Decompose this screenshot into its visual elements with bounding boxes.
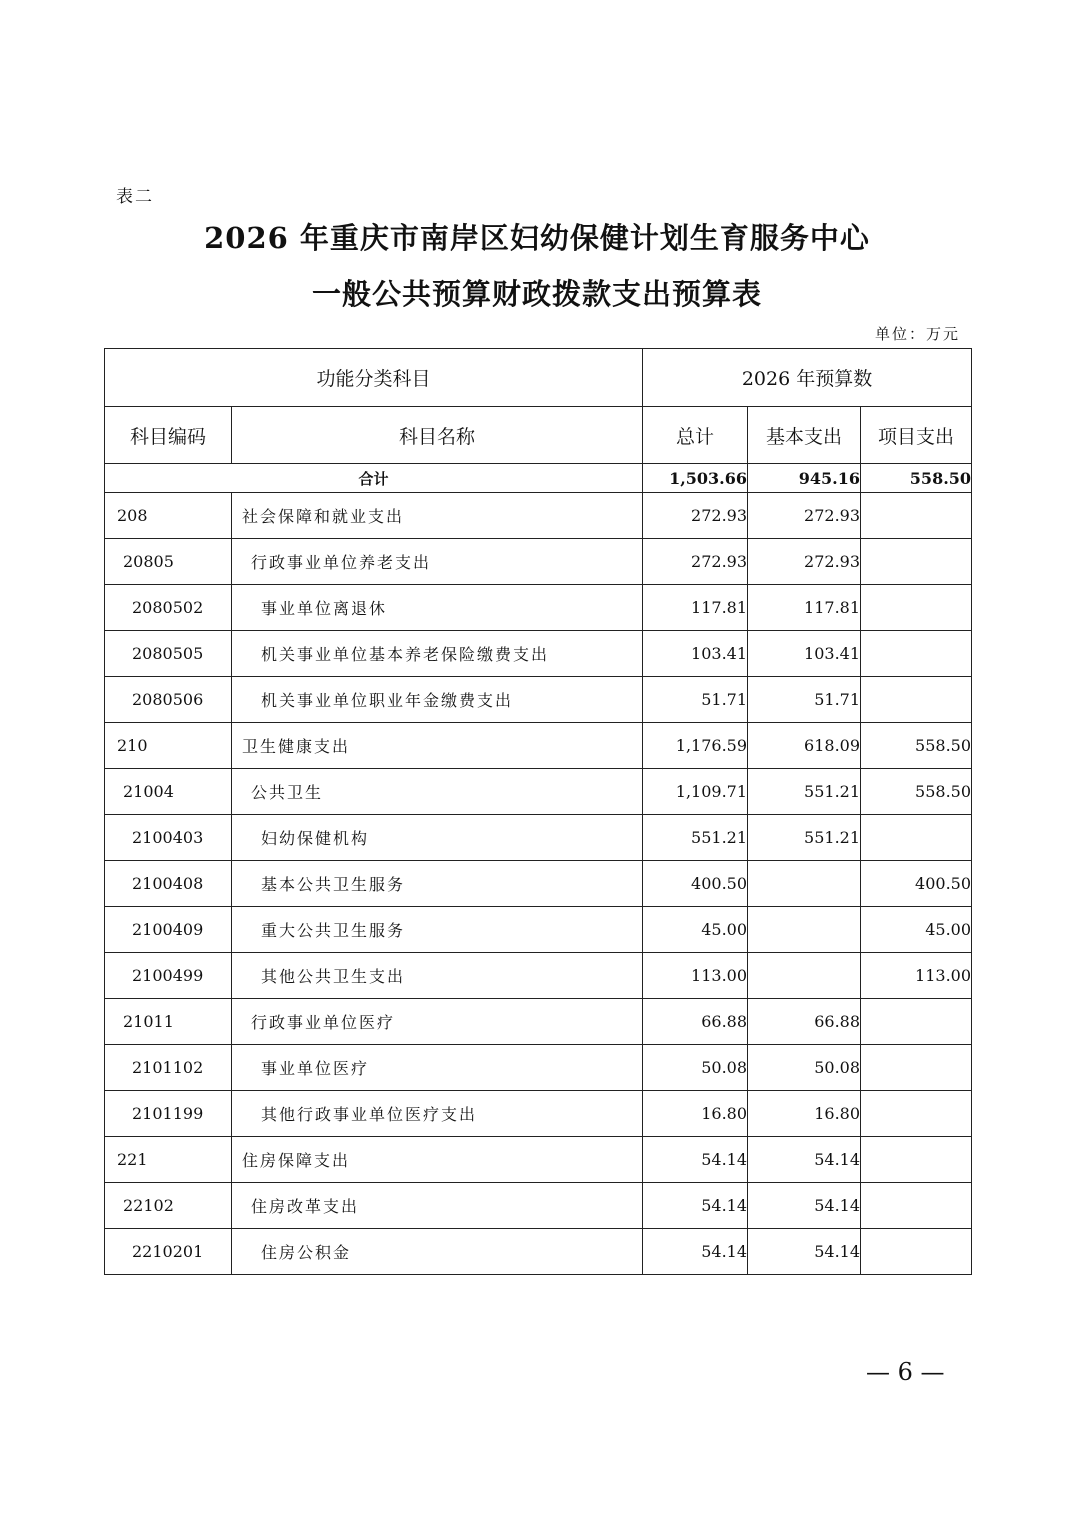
row-basic: 103.41 [748, 631, 861, 677]
row-code: 2100499 [105, 953, 232, 999]
table-row [105, 539, 972, 585]
row-code: 2100408 [105, 861, 232, 907]
row-basic: 551.21 [748, 769, 861, 815]
table-row [105, 1045, 972, 1091]
row-name: 住房公积金 [232, 1229, 643, 1275]
row-name: 行政事业单位养老支出 [232, 539, 643, 585]
table-number-label: 表二 [116, 187, 154, 207]
row-basic [748, 953, 861, 999]
row-basic: 50.08 [748, 1045, 861, 1091]
row-project: 558.50 [861, 723, 972, 769]
row-basic: 117.81 [748, 585, 861, 631]
row-name: 事业单位医疗 [232, 1045, 643, 1091]
row-project [861, 539, 972, 585]
total-label: 合计 [105, 464, 643, 493]
row-name: 住房改革支出 [232, 1183, 643, 1229]
row-code: 2210201 [105, 1229, 232, 1275]
row-basic: 54.14 [748, 1183, 861, 1229]
total-sum: 1,503.66 [643, 464, 748, 493]
row-basic: 16.80 [748, 1091, 861, 1137]
row-basic: 272.93 [748, 493, 861, 539]
row-code: 2101199 [105, 1091, 232, 1137]
total-basic: 945.16 [748, 464, 861, 493]
row-total: 272.93 [643, 539, 748, 585]
row-total: 1,176.59 [643, 723, 748, 769]
table-row [105, 1137, 972, 1183]
table-row [105, 953, 972, 999]
row-code: 2100403 [105, 815, 232, 861]
row-code: 208 [105, 493, 232, 539]
row-total: 551.21 [643, 815, 748, 861]
row-project [861, 1137, 972, 1183]
table-row [105, 1183, 972, 1229]
row-total: 117.81 [643, 585, 748, 631]
row-total: 1,109.71 [643, 769, 748, 815]
row-project [861, 1091, 972, 1137]
row-code: 20805 [105, 539, 232, 585]
row-total: 45.00 [643, 907, 748, 953]
row-project: 400.50 [861, 861, 972, 907]
row-project [861, 999, 972, 1045]
row-project: 113.00 [861, 953, 972, 999]
table-row [105, 1091, 972, 1137]
table-row [105, 999, 972, 1045]
header-project: 项目支出 [861, 407, 972, 464]
header-functional-classification: 功能分类科目 [105, 349, 643, 407]
row-name: 机关事业单位基本养老保险缴费支出 [232, 631, 643, 677]
row-basic: 51.71 [748, 677, 861, 723]
row-basic: 272.93 [748, 539, 861, 585]
row-total: 66.88 [643, 999, 748, 1045]
row-name: 社会保障和就业支出 [232, 493, 643, 539]
row-name: 基本公共卫生服务 [232, 861, 643, 907]
row-code: 2100409 [105, 907, 232, 953]
row-project [861, 493, 972, 539]
page-number: — 6 — [866, 1358, 945, 1386]
row-project [861, 815, 972, 861]
header-code: 科目编码 [105, 407, 232, 464]
row-code: 2080505 [105, 631, 232, 677]
table-row [105, 907, 972, 953]
row-basic [748, 861, 861, 907]
row-code: 2080506 [105, 677, 232, 723]
row-project [861, 1183, 972, 1229]
row-name: 其他行政事业单位医疗支出 [232, 1091, 643, 1137]
row-name: 其他公共卫生支出 [232, 953, 643, 999]
row-project [861, 677, 972, 723]
budget-table [104, 348, 972, 1275]
row-project [861, 631, 972, 677]
row-code: 22102 [105, 1183, 232, 1229]
row-name: 卫生健康支出 [232, 723, 643, 769]
row-code: 21011 [105, 999, 232, 1045]
row-basic: 618.09 [748, 723, 861, 769]
row-basic [748, 907, 861, 953]
row-total: 103.41 [643, 631, 748, 677]
row-code: 210 [105, 723, 232, 769]
row-project [861, 1229, 972, 1275]
row-total: 54.14 [643, 1183, 748, 1229]
document-title-line-1: 2026 年重庆市南岸区妇幼保健计划生育服务中心 [204, 221, 870, 255]
row-total: 51.71 [643, 677, 748, 723]
row-name: 机关事业单位职业年金缴费支出 [232, 677, 643, 723]
row-total: 54.14 [643, 1137, 748, 1183]
row-total: 113.00 [643, 953, 748, 999]
row-name: 重大公共卫生服务 [232, 907, 643, 953]
table-row [105, 631, 972, 677]
row-total: 50.08 [643, 1045, 748, 1091]
table-row [105, 769, 972, 815]
table-row [105, 815, 972, 861]
row-total: 272.93 [643, 493, 748, 539]
row-basic: 54.14 [748, 1229, 861, 1275]
row-project: 45.00 [861, 907, 972, 953]
row-name: 事业单位离退休 [232, 585, 643, 631]
row-basic: 54.14 [748, 1137, 861, 1183]
row-project: 558.50 [861, 769, 972, 815]
row-code: 2101102 [105, 1045, 232, 1091]
row-name: 住房保障支出 [232, 1137, 643, 1183]
row-project [861, 585, 972, 631]
total-row [105, 464, 972, 493]
table-row [105, 1229, 972, 1275]
header-total: 总计 [643, 407, 748, 464]
row-basic: 66.88 [748, 999, 861, 1045]
row-project [861, 1045, 972, 1091]
table-row [105, 585, 972, 631]
row-total: 400.50 [643, 861, 748, 907]
row-name: 行政事业单位医疗 [232, 999, 643, 1045]
header-name: 科目名称 [232, 407, 643, 464]
total-project: 558.50 [861, 464, 972, 493]
row-code: 221 [105, 1137, 232, 1183]
row-name: 妇幼保健机构 [232, 815, 643, 861]
row-name: 公共卫生 [232, 769, 643, 815]
header-basic: 基本支出 [748, 407, 861, 464]
document-title-line-2: 一般公共预算财政拨款支出预算表 [311, 277, 762, 311]
table-row [105, 677, 972, 723]
header-budget-year: 2026 年预算数 [643, 349, 972, 407]
table-row [105, 723, 972, 769]
row-code: 2080502 [105, 585, 232, 631]
table-row [105, 861, 972, 907]
table-row [105, 493, 972, 539]
row-total: 16.80 [643, 1091, 748, 1137]
row-total: 54.14 [643, 1229, 748, 1275]
unit-label: 单位：万元 [874, 325, 960, 343]
row-basic: 551.21 [748, 815, 861, 861]
row-code: 21004 [105, 769, 232, 815]
